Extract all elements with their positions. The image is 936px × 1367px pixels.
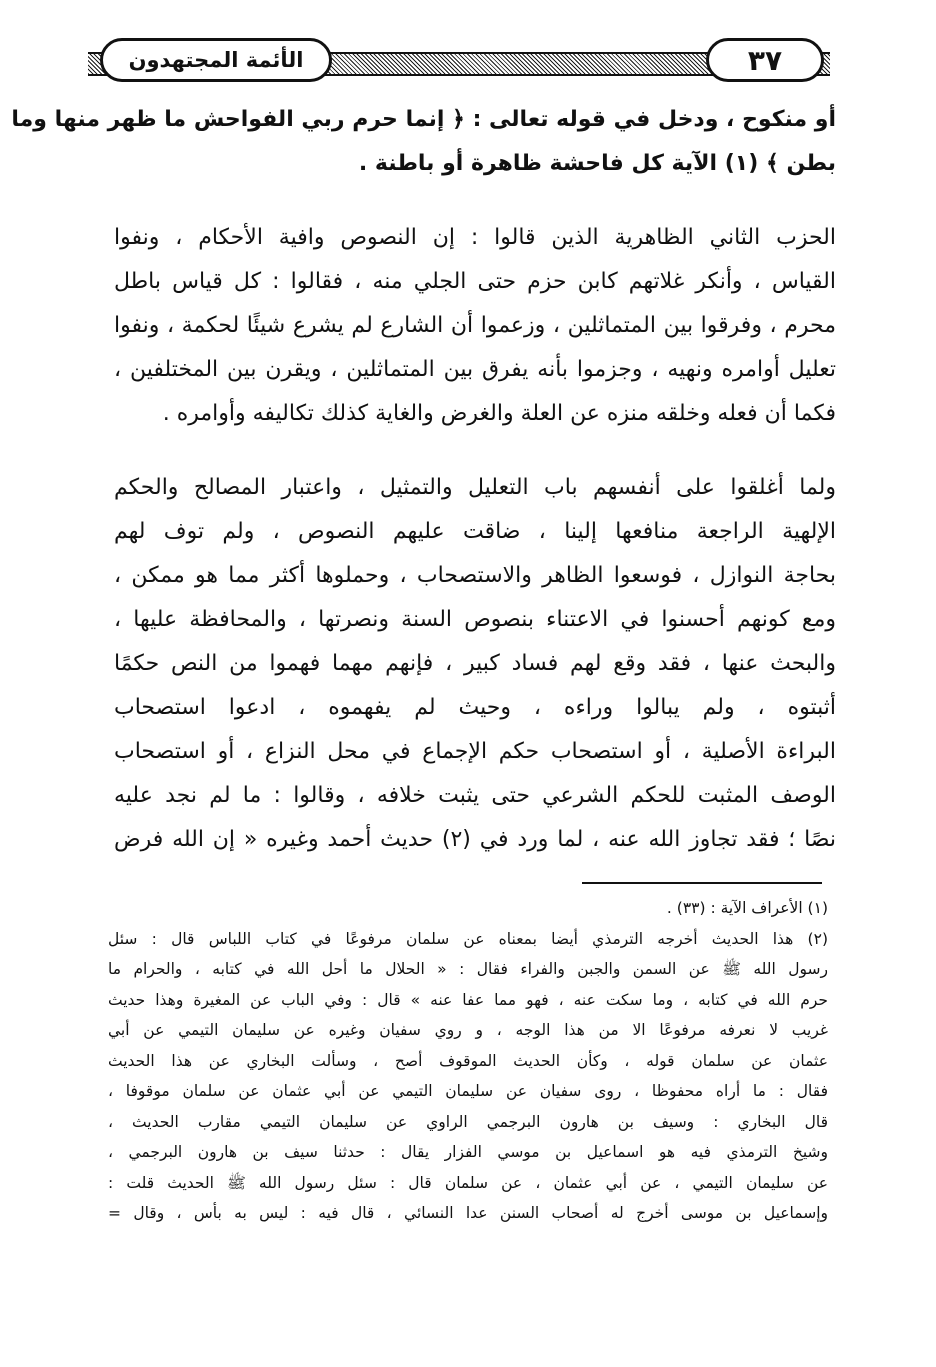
text-line: القياس ، وأنكر غلاتهم كابن حزم حتى الجلي منه ، فقالوا : كل قياس باطل <box>114 269 836 294</box>
page-number: ٣٧ <box>706 38 824 82</box>
text-line: محرم ، وفرقوا بين المتماثلين ، وزعموا أن الشارع لم يشرع شيئًا لحكمة ، ونفوا <box>114 313 836 338</box>
footnote-line: غريب لا نعرفه مرفوعًا الا من هذا الوجه ، و روي سفيان وغيره عن سليمان التيمي عن أبي <box>108 1021 828 1039</box>
footnote-line: فقال : ما أراه محفوظا ، روى سفيان عن سليمان التيمي عن أبي عثمان عن سلمان موقوفا ، <box>108 1082 828 1100</box>
footnote-line: (١) الأعراف الآية : (٣٣) . <box>666 899 828 917</box>
text-line: والبحث عنها ، فقد وقع لهم فساد كبير ، فإنهم مهما فهموا من النص حكمًا <box>114 651 836 676</box>
paragraph <box>114 466 836 862</box>
text-line: فكما أن فعله وخلقه منزه عن العلة والغرض والغاية كذلك تكاليفه وأوامره . <box>162 401 836 426</box>
footnote-line: قال البخاري : وسيف بن هارون البرجمي الراوي عن سليمان التيمي مقارب الحديث ، <box>108 1112 828 1131</box>
text-line: الوصف المثبت للحكم الشرعي حتى يثبت خلافه ، وقالوا : ما لم نجد عليه <box>114 783 836 808</box>
text-line: ولما أغلقوا على أنفسهم باب التعليل والتمثيل ، واعتبار المصالح والحكم <box>114 475 836 500</box>
footnote-separator <box>582 882 822 884</box>
paragraph <box>11 98 836 186</box>
running-title: الأئمة المجتهدون <box>100 38 332 82</box>
text-line: أو منكوح ، ودخل في قوله تعالى : ﴿ إنما حرم ربي الفواحش ما ظهر منها وما <box>11 107 836 132</box>
page-header <box>88 36 830 88</box>
footnote-line: وشيخ الترمذي فيه هو اسماعيل بن موسي الفزار يقال : حدثنا سيف بن هارون البرجمي ، <box>108 1143 828 1161</box>
footnote-line: حرم الله في كتابه ، وما سكت عنه ، فهو مما عفا عنه » قال : وفي الباب عن المغيرة وهذا حديث <box>108 990 828 1009</box>
text-line: الحزب الثاني الظاهرية الذين قالوا : إن النصوص وافية الأحكام ، ونفوا <box>114 225 836 250</box>
text-line: تعليل أوامره ونهيه ، وجزموا بأنه يفرق بين المتماثلين ، ويقرن بين المختلفين ، <box>114 357 836 382</box>
footnote-line: عثمان عن سلمان قوله ، وكأن الحديث الموقوف أصح ، وسألت البخاري عن هذا الحديث <box>108 1051 828 1070</box>
footnote-line: وإسماعيل بن موسى أخرج له أصحاب السنن عدا النسائي ، قال فيه : ليس به بأس ، وقال = <box>108 1204 828 1222</box>
main-text <box>11 98 836 862</box>
footnote-line: (٢) هذا الحديث أخرجه الترمذي أيضا بمعناه عن سلمان مرفوعًا في كتاب اللباس قال : سئل <box>108 929 828 948</box>
text-line: بحاجة النوازل ، فوسعوا الظاهر والاستصحاب ، وحملوها أكثر مما هو ممكن ، <box>114 563 836 588</box>
text-line: نصًا ؛ فقد تجاوز الله عنه ، لما ورد في (٢) حديث أحمد وغيره « إن الله فرض <box>114 827 836 852</box>
text-line: أثبتوه ، ولم يبالوا وراءه ، وحيث لم يفهموه ، ادعوا استصحاب <box>114 695 836 720</box>
text-line: بطن ﴾ (١) الآية كل فاحشة ظاهرة أو باطنة . <box>358 151 836 176</box>
footnote-line: عن سليمان التيمي ، عن أبي عثمان ، عن سلمان قال : سئل رسول الله ﷺ الحديث قلت : <box>108 1173 828 1192</box>
footnote-line: رسول الله ﷺ عن السمن والجبن والفراء فقال : « الحلال ما أحل الله في كتابه ، والحرام ما <box>108 960 828 978</box>
paragraph <box>114 216 836 436</box>
text-line: البراءة الأصلية ، أو استصحاب حكم الإجماع في محل النزاع ، أو استصحاب <box>114 739 836 764</box>
text-line: الإلهية الراجعة منافعها إلينا ، ضاقت عليهم النصوص ، ولم توف لهم <box>114 519 836 544</box>
text-line: ومع كونهم أحسنوا في الاعتناء بنصوص السنة ونصرتها ، والمحافظة عليها ، <box>114 607 836 632</box>
footnotes <box>108 893 828 1229</box>
